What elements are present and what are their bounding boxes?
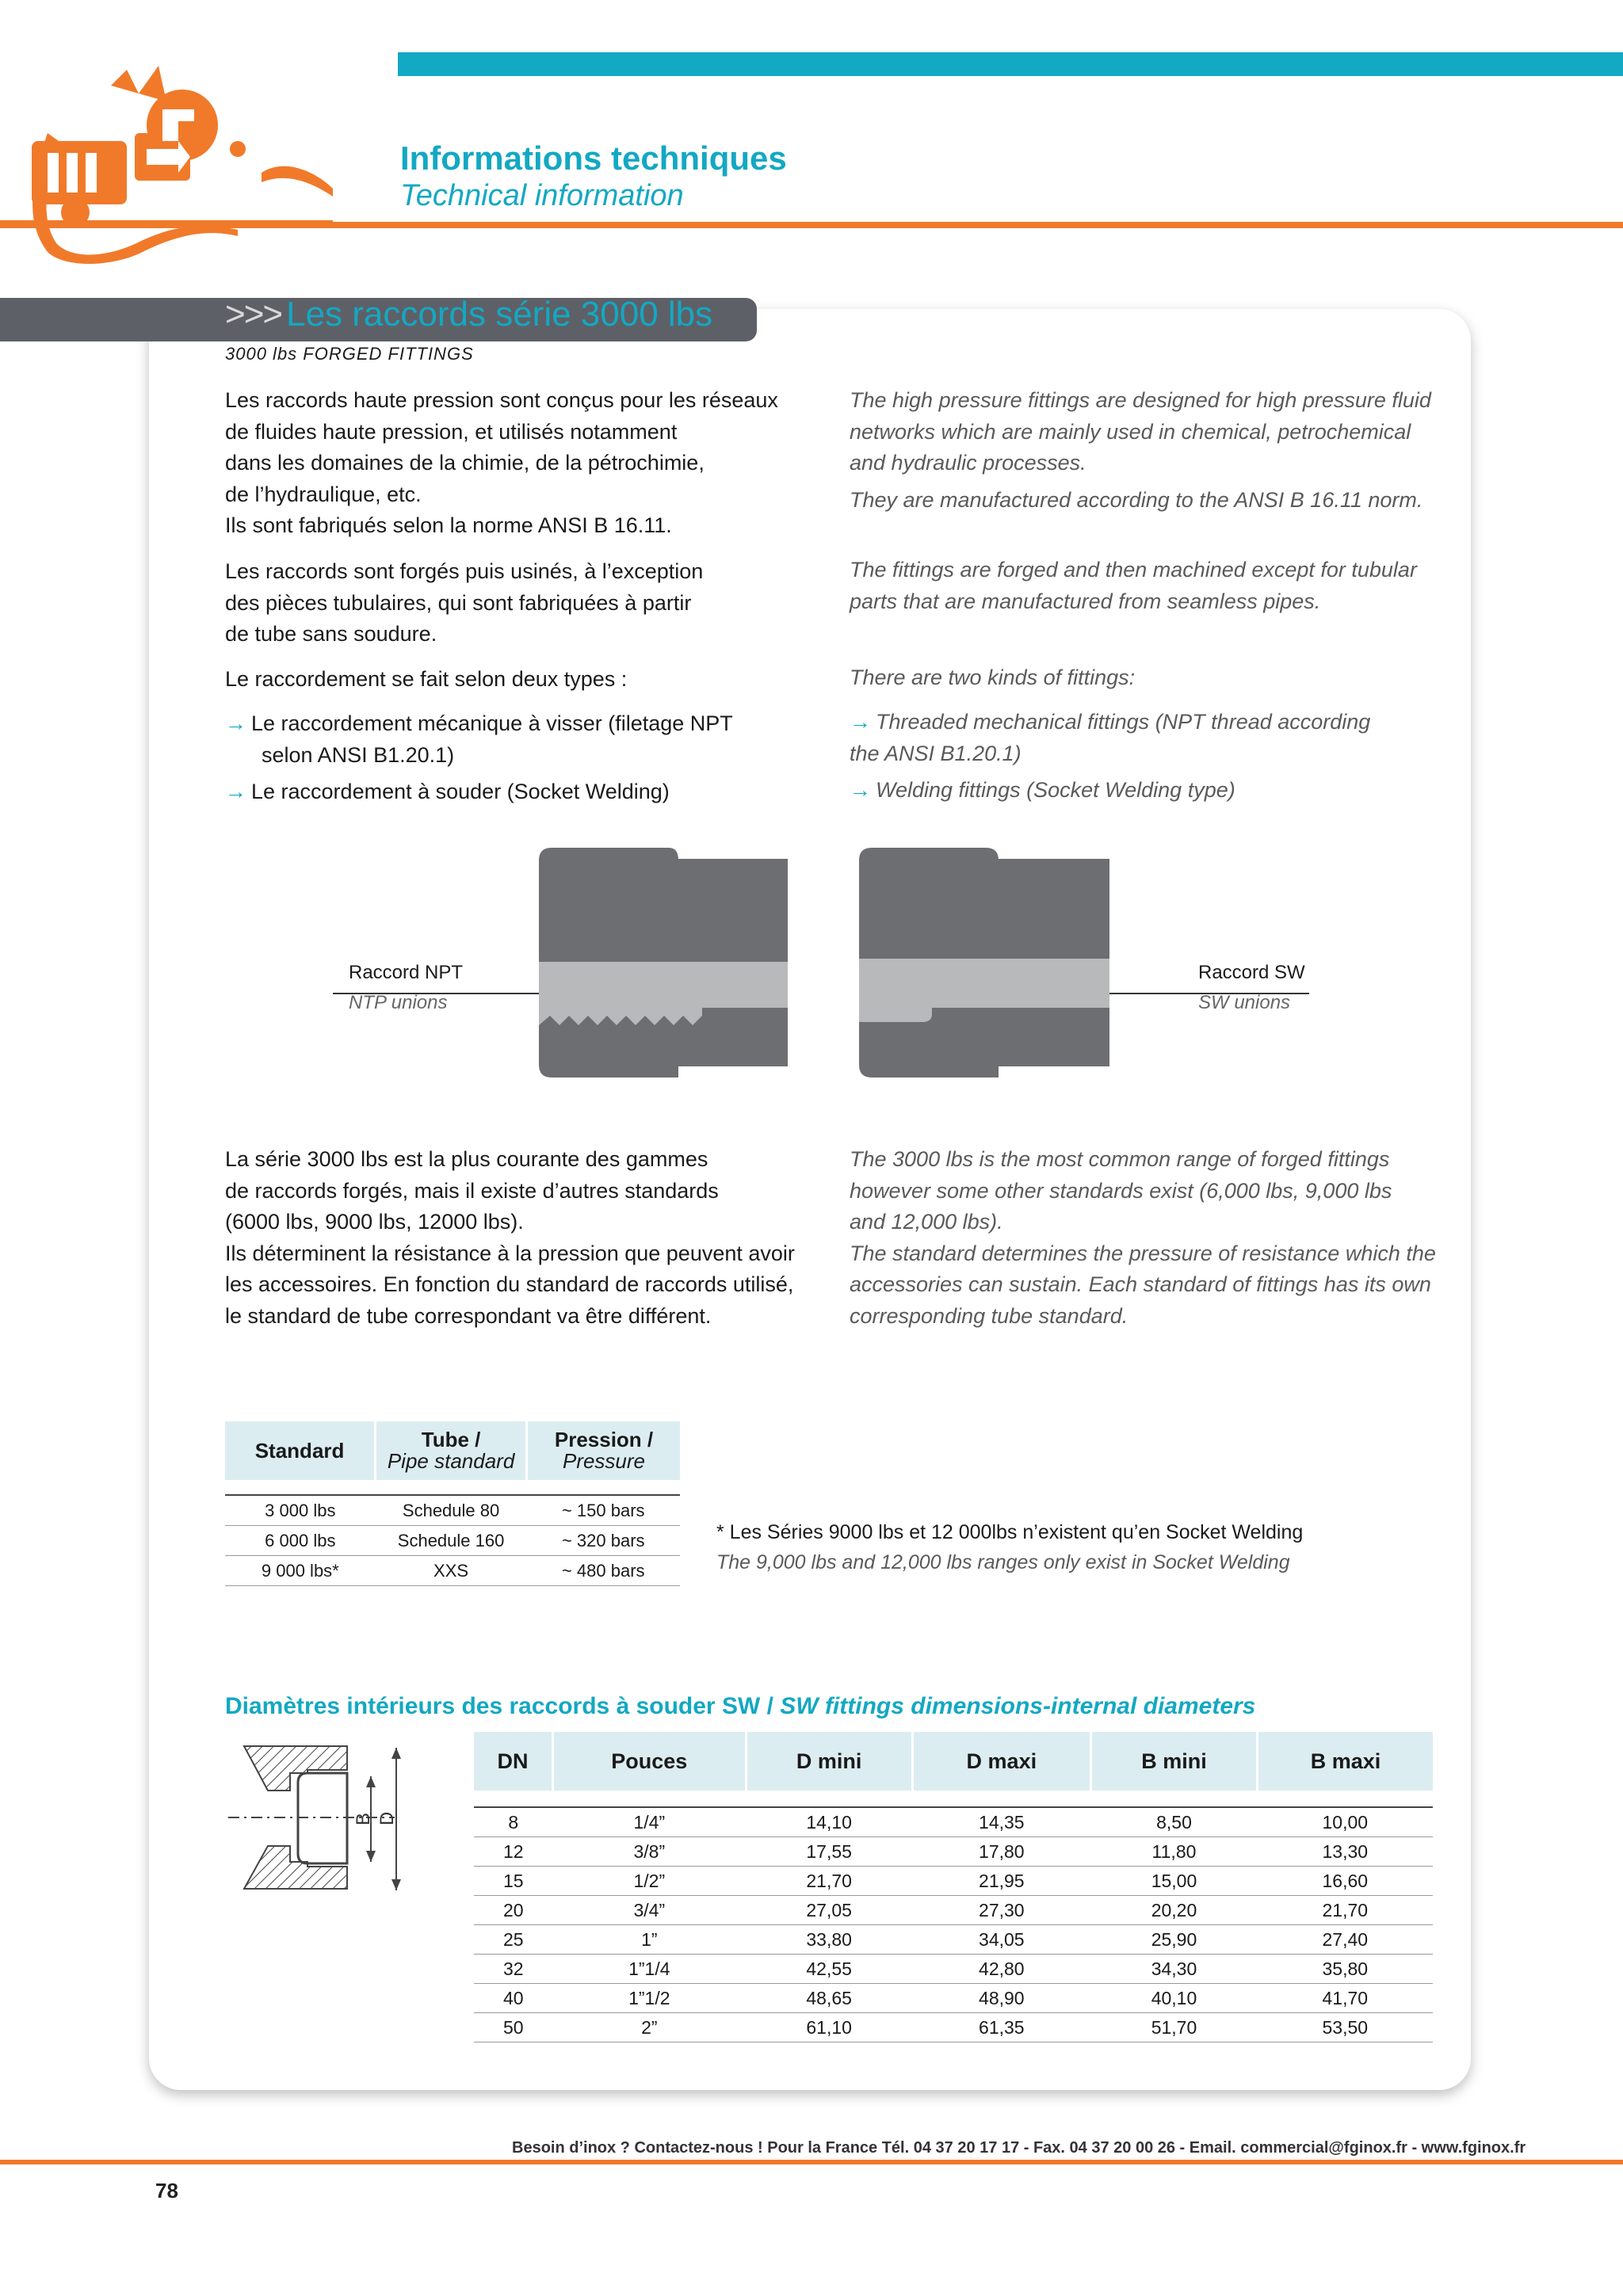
text-line: accessories can sustain. Each standard of fittings has its own — [850, 1272, 1431, 1296]
arrow-right-icon: → — [225, 711, 246, 735]
dimensions-table — [474, 1732, 1433, 2042]
section-arrows: >>> — [225, 295, 282, 334]
table-cell: 61,10 — [746, 2013, 912, 2042]
header-standard: Standard — [225, 1421, 376, 1480]
header-pression: Pression / Pressure — [527, 1421, 681, 1480]
table-cell: 2” — [553, 2013, 747, 2042]
series-en — [850, 1144, 1436, 1332]
decorative-logo-illustration — [0, 54, 333, 276]
fitting-diagrams — [333, 838, 1316, 1085]
sw-label-en: SW unions — [1198, 992, 1291, 1013]
text-line: les accessoires. En fonction du standard de raccords utilisé, — [225, 1272, 794, 1296]
table-cell: 40,10 — [1090, 1984, 1257, 2013]
table-cell: 8 — [474, 1807, 553, 1837]
dimensions-title-fr: Diamètres intérieurs des raccords à souder SW / — [225, 1693, 773, 1719]
table-cell: Schedule 80 — [376, 1495, 527, 1526]
text-line: de raccords forgés, mais il existe d’autres standards — [225, 1178, 719, 1203]
table-cell: 32 — [474, 1955, 553, 1984]
bullet-text: Le raccordement à souder (Socket Welding) — [251, 780, 670, 803]
table-row — [474, 1837, 1433, 1867]
table-cell: 25,90 — [1090, 1925, 1257, 1955]
table-header-row — [474, 1732, 1433, 1791]
label-d: D — [376, 1811, 398, 1825]
intro-en-bullet1 — [850, 707, 1370, 769]
text-line: le standard de tube correspondant va être différent. — [225, 1303, 712, 1328]
intro-fr-p2 — [225, 556, 703, 650]
dimensions-title-en: SW fittings dimensions-internal diameters — [780, 1693, 1256, 1719]
table-cell: 48,65 — [746, 1984, 912, 2013]
table-cell: 13,30 — [1258, 1837, 1433, 1867]
standard-table — [225, 1421, 680, 1586]
header-dn: DN — [474, 1732, 553, 1791]
text-line: The fittings are forged and then machined except for tubular — [850, 558, 1417, 582]
intro-en-p3: There are two kinds of fittings: — [850, 666, 1136, 689]
table-row — [474, 1807, 1433, 1837]
table-cell: 50 — [474, 2013, 553, 2042]
footer-orange-line — [0, 2160, 1623, 2164]
intro-fr-bullet2 — [225, 776, 670, 808]
intro-en-p2 — [850, 555, 1417, 617]
table-cell: 34,05 — [912, 1925, 1090, 1955]
text-line: and 12,000 lbs). — [850, 1210, 1003, 1234]
table-cell: 53,50 — [1258, 2013, 1433, 2042]
sw-label: Raccord SW — [1198, 962, 1305, 983]
series-fr — [225, 1144, 795, 1332]
table-cell: XXS — [376, 1556, 527, 1586]
table-spacer — [474, 1791, 1433, 1807]
table-spacer — [225, 1480, 680, 1495]
table-row — [474, 1896, 1433, 1925]
table-cell: 25 — [474, 1925, 553, 1955]
header-b-maxi: B maxi — [1258, 1732, 1433, 1791]
table-row — [474, 1984, 1433, 2013]
bullet-text: Le raccordement mécanique à visser (filetage NPT — [251, 711, 733, 735]
table-cell: 1”1/2 — [553, 1984, 747, 2013]
table-cell: 14,35 — [912, 1807, 1090, 1837]
table-cell: 42,55 — [746, 1955, 912, 1984]
table-row — [225, 1495, 680, 1526]
header-orange-line — [333, 222, 1623, 228]
text-line: de fluides haute pression, et utilisés notamment — [225, 419, 678, 444]
table-cell: 27,05 — [746, 1896, 912, 1925]
text-line: (6000 lbs, 9000 lbs, 12000 lbs). — [225, 1210, 524, 1234]
intro-en-p1b: They are manufactured according to the ANSI B 16.11 norm. — [850, 488, 1423, 512]
table-cell: 20 — [474, 1896, 553, 1925]
text-line: The high pressure fittings are designed for high pressure fluid — [850, 388, 1431, 412]
table-cell: 15 — [474, 1867, 553, 1896]
text-line: networks which are mainly used in chemical, petrochemical — [850, 419, 1411, 444]
section-title — [225, 295, 712, 334]
table-cell: 34,30 — [1090, 1955, 1257, 1984]
header-tube: Tube / Pipe standard — [376, 1421, 527, 1480]
page-title: Informations techniques — [400, 139, 787, 177]
table-cell: 12 — [474, 1837, 553, 1867]
table-cell: 51,70 — [1090, 2013, 1257, 2042]
arrow-right-icon: → — [850, 710, 871, 734]
page-number: 78 — [155, 2179, 178, 2203]
header-accent-bar — [398, 52, 1623, 76]
table-cell: 27,40 — [1258, 1925, 1433, 1955]
table-header-row — [225, 1421, 680, 1480]
text-line: The standard determines the pressure of resistance which the — [850, 1241, 1436, 1265]
bullet-text: Threaded mechanical fittings (NPT thread according — [876, 710, 1371, 734]
table-cell: 21,95 — [912, 1867, 1090, 1896]
table-cell: 27,30 — [912, 1896, 1090, 1925]
table-row — [225, 1526, 680, 1556]
arrow-right-icon: → — [850, 778, 871, 802]
table-cell: 6 000 lbs — [225, 1526, 376, 1556]
npt-label-en: NTP unions — [349, 992, 448, 1013]
table-cell: 16,60 — [1258, 1867, 1433, 1896]
header-pouces: Pouces — [553, 1732, 747, 1791]
intro-fr-p1 — [225, 385, 778, 542]
arrow-right-icon: → — [225, 780, 246, 803]
intro-fr-p3: Le raccordement se fait selon deux types : — [225, 667, 628, 691]
table-cell: 20,20 — [1090, 1896, 1257, 1925]
table-row — [474, 1867, 1433, 1896]
text-line: des pièces tubulaires, qui sont fabriquées à partir — [225, 590, 692, 615]
section-title-text: Les raccords série 3000 lbs — [286, 295, 713, 334]
label-b: B — [353, 1812, 374, 1825]
text-line: corresponding tube standard. — [850, 1303, 1128, 1328]
text-line: Les raccords sont forgés puis usinés, à l’exception — [225, 559, 704, 583]
page-subtitle: Technical information — [400, 179, 684, 212]
footer-contact: Besoin d’inox ? Contactez-nous ! Pour la France Tél. 04 37 20 17 17 - Fax. 04 37 20 00 26 - Email. commercial@fginox.fr - www.fginox.fr — [512, 2139, 1526, 2157]
table-cell: 9 000 lbs* — [225, 1556, 376, 1586]
table-cell: 3 000 lbs — [225, 1495, 376, 1526]
table-cell: 17,55 — [746, 1837, 912, 1867]
header-d-mini: D mini — [746, 1732, 912, 1791]
table-row — [474, 2013, 1433, 2042]
table-cell: 61,35 — [912, 2013, 1090, 2042]
table-cell: 1”1/4 — [553, 1955, 747, 1984]
table-cell: 41,70 — [1258, 1984, 1433, 2013]
table-row — [474, 1925, 1433, 1955]
table-cell: 35,80 — [1258, 1955, 1433, 1984]
bullet-text: the ANSI B1.20.1) — [850, 741, 1022, 765]
table-cell: 10,00 — [1258, 1807, 1433, 1837]
text-line: Ils déterminent la résistance à la pression que peuvent avoir — [225, 1241, 795, 1265]
text-line: La série 3000 lbs est la plus courante des gammes — [225, 1147, 708, 1171]
table-cell: 1/4” — [553, 1807, 747, 1837]
bullet-text: Welding fittings (Socket Welding type) — [876, 778, 1235, 802]
intro-en-p1 — [850, 385, 1431, 479]
text-line: Ils sont fabriqués selon la norme ANSI B 16.11. — [225, 513, 672, 537]
text-line: Les raccords haute pression sont conçus pour les réseaux — [225, 388, 778, 412]
table-cell: 17,80 — [912, 1837, 1090, 1867]
table-cell: 21,70 — [1258, 1896, 1433, 1925]
table-cell: ~ 480 bars — [527, 1556, 681, 1586]
section-subtitle: 3000 lbs FORGED FITTINGS — [225, 344, 474, 364]
table-cell: 1/2” — [553, 1867, 747, 1896]
dimensions-title — [225, 1693, 1255, 1720]
footnote-en: The 9,000 lbs and 12,000 lbs ranges only exist in Socket Welding — [716, 1551, 1290, 1573]
table-cell: 40 — [474, 1984, 553, 2013]
table-row — [474, 1955, 1433, 1984]
table-cell: 14,10 — [746, 1807, 912, 1837]
table-cell: 3/8” — [553, 1837, 747, 1867]
table-row — [225, 1556, 680, 1586]
table-cell: 8,50 — [1090, 1807, 1257, 1837]
table-cell: 33,80 — [746, 1925, 912, 1955]
table-cell: 48,90 — [912, 1984, 1090, 2013]
text-line: The 3000 lbs is the most common range of forged fittings — [850, 1147, 1390, 1171]
footnote-fr: * Les Séries 9000 lbs et 12 000lbs n’existent qu’en Socket Welding — [716, 1521, 1304, 1543]
table-cell: Schedule 160 — [376, 1526, 527, 1556]
npt-label: Raccord NPT — [349, 962, 464, 983]
table-cell: 3/4” — [553, 1896, 747, 1925]
text-line: de tube sans soudure. — [225, 622, 437, 646]
table-cell: 11,80 — [1090, 1837, 1257, 1867]
bullet-text: selon ANSI B1.20.1) — [262, 742, 455, 767]
text-line: dans les domaines de la chimie, de la pétrochimie, — [225, 451, 705, 475]
text-line: de l’hydraulique, etc. — [225, 482, 422, 506]
table-cell: ~ 150 bars — [527, 1495, 681, 1526]
header-d-maxi: D maxi — [912, 1732, 1090, 1791]
intro-en-bullet2 — [850, 775, 1235, 807]
intro-fr-bullet1 — [225, 708, 733, 771]
table-cell: 21,70 — [746, 1867, 912, 1896]
text-line: parts that are manufactured from seamless pipes. — [850, 589, 1321, 613]
table-cell: 1” — [553, 1925, 747, 1955]
header-b-mini: B mini — [1090, 1732, 1257, 1791]
table-cell: 42,80 — [912, 1955, 1090, 1984]
text-line: however some other standards exist (6,000 lbs, 9,000 lbs — [850, 1178, 1392, 1203]
sw-dimension-drawing — [228, 1735, 434, 1901]
table-cell: ~ 320 bars — [527, 1526, 681, 1556]
text-line: and hydraulic processes. — [850, 451, 1086, 475]
table-cell: 15,00 — [1090, 1867, 1257, 1896]
